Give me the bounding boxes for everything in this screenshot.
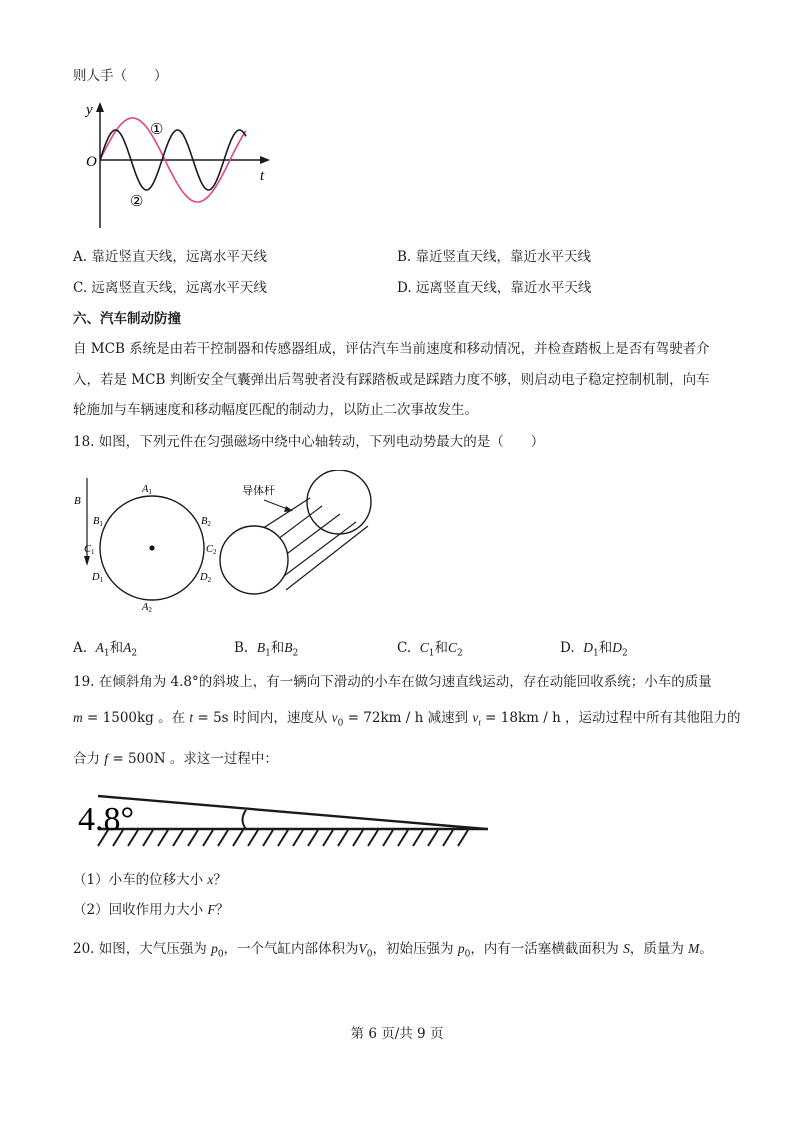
curve-1-label: ① bbox=[150, 122, 164, 138]
q19-stem-2: m = 1500kg 。在 t = 5s 时间内，速度从 $v_0 = 72km / h$ 减速到 $v_t = 18km / h$ ，运动过程中所有其他阻力的 bbox=[73, 710, 741, 729]
b-field-arrowhead bbox=[84, 556, 90, 566]
center-axis-dot bbox=[149, 545, 154, 550]
q18-figure bbox=[72, 470, 382, 615]
page-footer: 第 6 页/共 9 页 bbox=[350, 1026, 444, 1042]
y-axis-label: y bbox=[86, 102, 93, 118]
label-c2: C2 bbox=[206, 544, 217, 556]
q18-stem: 18. 如图，下列元件在匀强磁场中绕中心轴转动，下列电动势最大的是（ ） bbox=[73, 434, 545, 450]
section-6-intro-2: 入，若是 MCB 判断安全气囊弹出后驾驶者没有踩踏板或是踩踏力度不够，则启动电子稳定控制机制，向车 bbox=[73, 372, 710, 388]
hatch-mark bbox=[458, 830, 468, 846]
hatch-mark bbox=[293, 830, 303, 846]
hatch-mark bbox=[323, 830, 333, 846]
hatch-mark bbox=[353, 830, 363, 846]
section-6-intro-1: 自 MCB 系统是由若干控制器和传感器组成，评估汽车当前速度和移动情况，并检查踏板上是否有驾驶者介 bbox=[73, 341, 710, 357]
angle-arc bbox=[243, 810, 247, 829]
q19-stem-1: 19. 在倾斜角为 4.8°的斜坡上，有一辆向下滑动的小车在做匀速直线运动，存在动能回收系统；小车的质量 bbox=[73, 674, 712, 690]
hatch-mark bbox=[413, 830, 423, 846]
label-a1: A1 bbox=[142, 484, 152, 496]
slope-angle-label: 4.8° bbox=[78, 801, 135, 838]
q19-stem-3: 合力 f = 500N 。求这一过程中： bbox=[73, 751, 278, 767]
hatch-mark bbox=[143, 830, 153, 846]
label-a2: A2 bbox=[142, 602, 152, 614]
hatch-mark bbox=[383, 830, 393, 846]
hatch-mark bbox=[308, 830, 318, 846]
q19-slope-figure bbox=[76, 790, 496, 852]
label-b1: B1 bbox=[93, 516, 103, 528]
hatch-mark bbox=[398, 830, 408, 846]
hatch-mark bbox=[278, 830, 288, 846]
hatch-mark bbox=[248, 830, 258, 846]
hatch-mark bbox=[233, 830, 243, 846]
hatch-mark bbox=[188, 830, 198, 846]
hatch-mark bbox=[263, 830, 273, 846]
q19-subquestion-1: （1）小车的位移大小 x？ bbox=[73, 872, 227, 888]
hatch-mark bbox=[338, 830, 348, 846]
label-b2: B2 bbox=[201, 516, 211, 528]
q17-option-a[interactable]: A. 靠近竖直天线，远离水平天线 bbox=[73, 249, 267, 265]
q17-wave-graph bbox=[80, 100, 280, 238]
hatch-mark bbox=[428, 830, 438, 846]
q17-stem-tail: 则人手（ ） bbox=[73, 68, 168, 84]
section-6-title: 六、汽车制动防撞 bbox=[73, 311, 181, 327]
t-axis-arrow bbox=[260, 156, 270, 164]
hatch-mark bbox=[368, 830, 378, 846]
cylinder-back-end bbox=[307, 470, 371, 534]
q17-option-b[interactable]: B. 靠近竖直天线，靠近水平天线 bbox=[397, 249, 592, 265]
origin-label: O bbox=[86, 154, 97, 170]
ground-hatching bbox=[98, 830, 468, 846]
label-d2: D2 bbox=[200, 572, 212, 584]
q18-option-c[interactable]: C. $C_1$和$C_2$ bbox=[397, 640, 463, 659]
curve-2-label: ② bbox=[130, 194, 144, 210]
q17-option-c[interactable]: C. 远离竖直天线，远离水平天线 bbox=[73, 280, 267, 296]
hatch-mark bbox=[218, 830, 228, 846]
slope-line bbox=[98, 796, 486, 829]
q18-option-a[interactable]: A. $A_1$和$A_2$ bbox=[73, 640, 138, 659]
q18-option-d[interactable]: D. $D_1$和$D_2$ bbox=[560, 640, 628, 659]
label-d1: D1 bbox=[92, 572, 104, 584]
rod-label: 导体杆 bbox=[242, 485, 275, 497]
q20-stem: 20. 如图，大气压强为 $p_0$，一个气缸内部体积为$V_0$，初始压强为 $p_0$，内有一活塞横截面积为 S，质量为 M。 bbox=[73, 941, 713, 960]
hatch-mark bbox=[443, 830, 453, 846]
hatch-mark bbox=[173, 830, 183, 846]
hatch-mark bbox=[203, 830, 213, 846]
q17-option-d[interactable]: D. 远离竖直天线，靠近水平天线 bbox=[397, 280, 592, 296]
q19-subquestion-2: （2）回收作用力大小 F？ bbox=[73, 902, 230, 918]
cylinder-front-end bbox=[220, 526, 288, 594]
label-c1: C1 bbox=[84, 544, 95, 556]
t-axis-label: t bbox=[260, 168, 265, 184]
y-axis-arrow bbox=[96, 102, 104, 112]
q18-option-b[interactable]: B. $B_1$和$B_2$ bbox=[234, 640, 299, 659]
b-field-label: B bbox=[74, 495, 81, 507]
section-6-intro-3: 轮施加与车辆速度和移动幅度匹配的制动力，以防止二次事故发生。 bbox=[73, 402, 478, 418]
hatch-mark bbox=[158, 830, 168, 846]
